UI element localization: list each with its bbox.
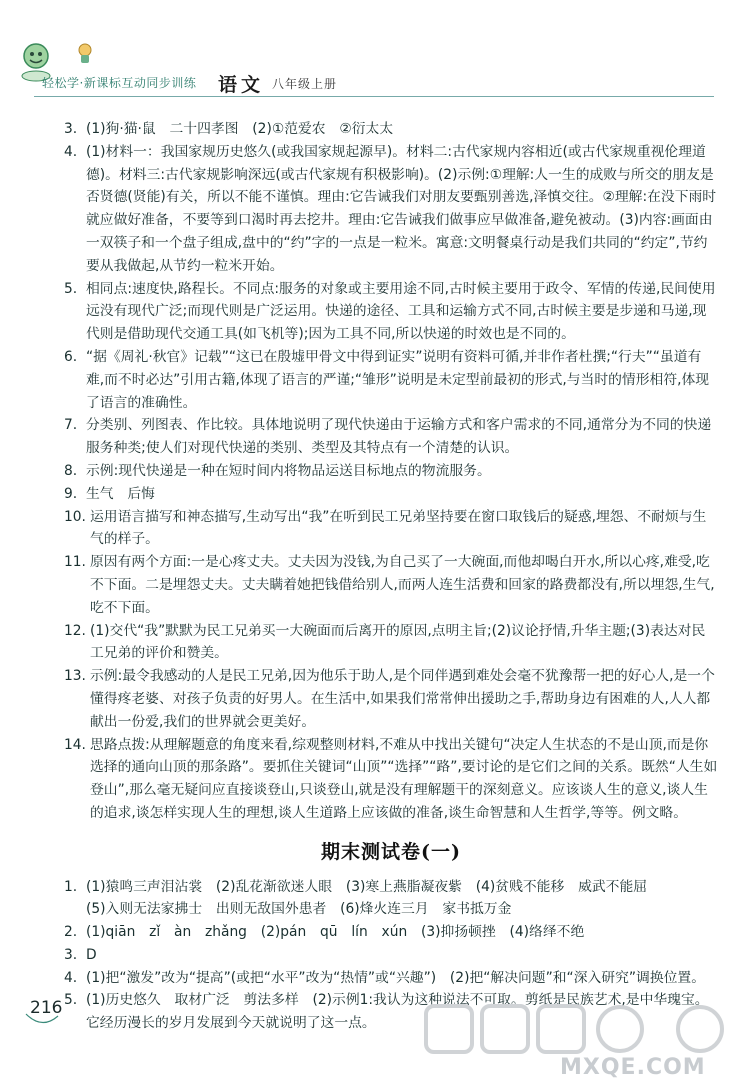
item-number: 3. (64, 121, 78, 137)
item-text: 相同点:速度快,路程长。不同点:服务的对象或主要用途不同,古时候主要用于政令、军情的传递,民间使用远没有现代广泛;而现代则是广泛运用。快递的途径、工具和运输方式不同,古时候主要是步递和马递,现代则是借助现代交通工具(如飞机等);因为工具不同,所以快递的时效也是不同的。 (86, 280, 716, 343)
answer-item-4 (64, 141, 718, 278)
item-number: 4. (64, 969, 78, 986)
subject-title: 语文 (218, 74, 265, 96)
answer-item-8 (64, 460, 718, 483)
answer-item-13 (64, 665, 718, 733)
page-number: 216 (30, 998, 63, 1018)
item-text: (5)入则无法家拂士 出则无敌国外患者 (6)烽火连三月 家书抵万金 (86, 901, 512, 918)
series-title: 轻松学·新课标互动同步训练 (42, 76, 197, 90)
answer-item-7 (64, 414, 718, 460)
item-number: 9. (64, 485, 78, 502)
section-title: 期末测试卷(一) (321, 840, 461, 863)
item-text: “据《周礼·秋官》记载”“这已在殷墟甲骨文中得到证实”说明有资料可循,并非作者杜撰;“行夫”“虽道有难,而不时必达”引用古籍,体现了语言的严谨;“雏形”说明是未定型前最初的形式,与当时的情形相符,体现了语言的准确性。 (86, 348, 710, 411)
header-rule (34, 96, 714, 97)
answer-item-5 (64, 278, 718, 346)
item-text: (1)qiān zǐ àn zhǎng (2)pán qū lín xún (3)抑扬顿挫 (4)络绎不绝 (86, 924, 585, 941)
item-number: 12. (64, 622, 86, 639)
item-number: 5. (64, 280, 78, 297)
item-number: 6. (64, 348, 78, 365)
answer-item-10 (64, 506, 718, 552)
item-number: 10. (64, 508, 86, 525)
answer-item-6 (64, 346, 718, 414)
item-text: (1)历史悠久 取材广泛 剪法多样 (2)示例1:我认为这种说法不可取。剪纸是民族艺术,是中华瑰宝。它经历漫长的岁月发展到今天就说明了这一点。 (86, 992, 709, 1032)
test-item-3 (64, 944, 718, 967)
answer-content (64, 118, 718, 1035)
item-number: 4. (64, 143, 78, 160)
item-text: 示例:现代快递是一种在短时间内将物品运送目标地点的物流服务。 (86, 462, 491, 479)
item-number: 11. (64, 554, 86, 571)
item-text: 思路点拨:从理解题意的角度来看,综观整则材料,不难从中找出关键句“决定人生状态的不是山顶,而是你选择的通向山顶的那条路”。要抓住关键词“山顶”“选择”“路”,要讨论的是它们之间的关系。既然“人生如登山”,那么毫无疑问应直接谈登山,只谈登山,就是没有理解题干的深刻意义。应该谈人生的意义,谈人生的追求,谈怎样实现人生的理想,谈人生道路上应该做的准备,谈生命智慧和人生哲学,等等。例文略。 (90, 736, 718, 821)
watermark-text: MXQE.COM (560, 1055, 706, 1080)
item-text: 生气 后悔 (86, 485, 155, 502)
answer-item-3 (64, 118, 718, 141)
answer-item-14 (64, 734, 718, 825)
item-number: 14. (64, 736, 86, 753)
item-text: D (86, 946, 97, 963)
answer-item-11 (64, 551, 718, 619)
item-text: 原因有两个方面:一是心疼丈夫。丈夫因为没钱,为自己买了一大碗面,而他却喝白开水,所以心疼,难受,吃不下面。二是埋怨丈夫。丈夫瞒着她把钱借给别人,而两人连生活费和回家的路费都没有,所以埋怨,生气,吃不下面。 (90, 554, 715, 616)
item-text: (1)材料一：我国家规历史悠久(或我国家规起源早)。材料二:古代家规内容相近(或古代家规重视伦理道德)。材料三:古代家规影响深远(或古代家规有积极影响)。(2)示例:①理解:人一生的成败与所交的朋友是否贤德(贤能)有关，所以不能不谨慎。理由:它告诫我们对朋友要甄别善选,泽慎交往。②理解:在没下雨时就应做好准备，不要等到口渴时再去挖井。理由:它告诫我们做事应早做准备,避免被动。(3)内容:画面由一双筷子和一个盘子组成,盘中的“约”字的一点是一粒米。寓意:文明餐桌行动是我们共同的“约定”,节约要从我做起,从节约一粒米开始。 (86, 143, 717, 274)
item-number: 8. (64, 462, 78, 479)
mascot-small-icon (76, 42, 94, 64)
item-text: 运用语言描写和神态描写,生动写出“我”在听到民工兄弟坚持要在窗口取钱后的疑惑,埋怨、不耐烦与生气的样子。 (90, 508, 707, 548)
item-text: (1)把“激发”改为“提高”(或把“水平”改为“热情”或“兴趣”) (2)把“解决问题”和“深入研究”调换位置。 (86, 969, 706, 986)
page-header (0, 0, 750, 110)
test-item-2 (64, 921, 718, 944)
item-text: (1)狗·猫·鼠 二十四孝图 (2)①范爱农 ②衍太太 (86, 121, 394, 137)
item-number: 7. (64, 417, 78, 434)
item-number: 13. (64, 668, 86, 685)
answer-item-12 (64, 620, 718, 666)
item-text: 分类别、列图表、作比较。具体地说明了现代快递由于运输方式和客户需求的不同,通常分为不同的快递服务种类;使人们对现代快递的类别、类型及其特点有一个清楚的认识。 (86, 417, 712, 457)
item-number: 5. (64, 992, 78, 1009)
item-text: (1)交代“我”默默为民工兄弟买一大碗面而后离开的原因,点明主旨;(2)议论抒情,升华主题;(3)表达对民工兄弟的评价和赞美。 (90, 622, 706, 662)
item-text: (1)猿鸣三声泪沾裳 (2)乱花渐欲迷人眼 (3)寒上燕脂凝夜紫 (4)贫贱不能移 威武不能屈 (86, 878, 648, 895)
item-number: 1. (64, 878, 78, 895)
item-number: 3. (64, 946, 78, 963)
page-number-arc-icon (24, 1010, 60, 1028)
item-text: 示例:最令我感动的人是民工兄弟,因为他乐于助人,是个同伴遇到难处会毫不犹豫帮一把的好心人,是一个懂得疼老婆、对孩子负责的好男人。在生活中,如果我们常常伸出援助之手,帮助身边有困难的人,人人都献出一份爱,我们的世界就会更美好。 (90, 668, 715, 730)
grade-label: 八年级上册 (272, 77, 338, 91)
answer-item-9 (64, 483, 718, 506)
item-number: 2. (64, 924, 78, 941)
test-item-4 (64, 967, 718, 990)
test-item-1 (64, 876, 718, 922)
